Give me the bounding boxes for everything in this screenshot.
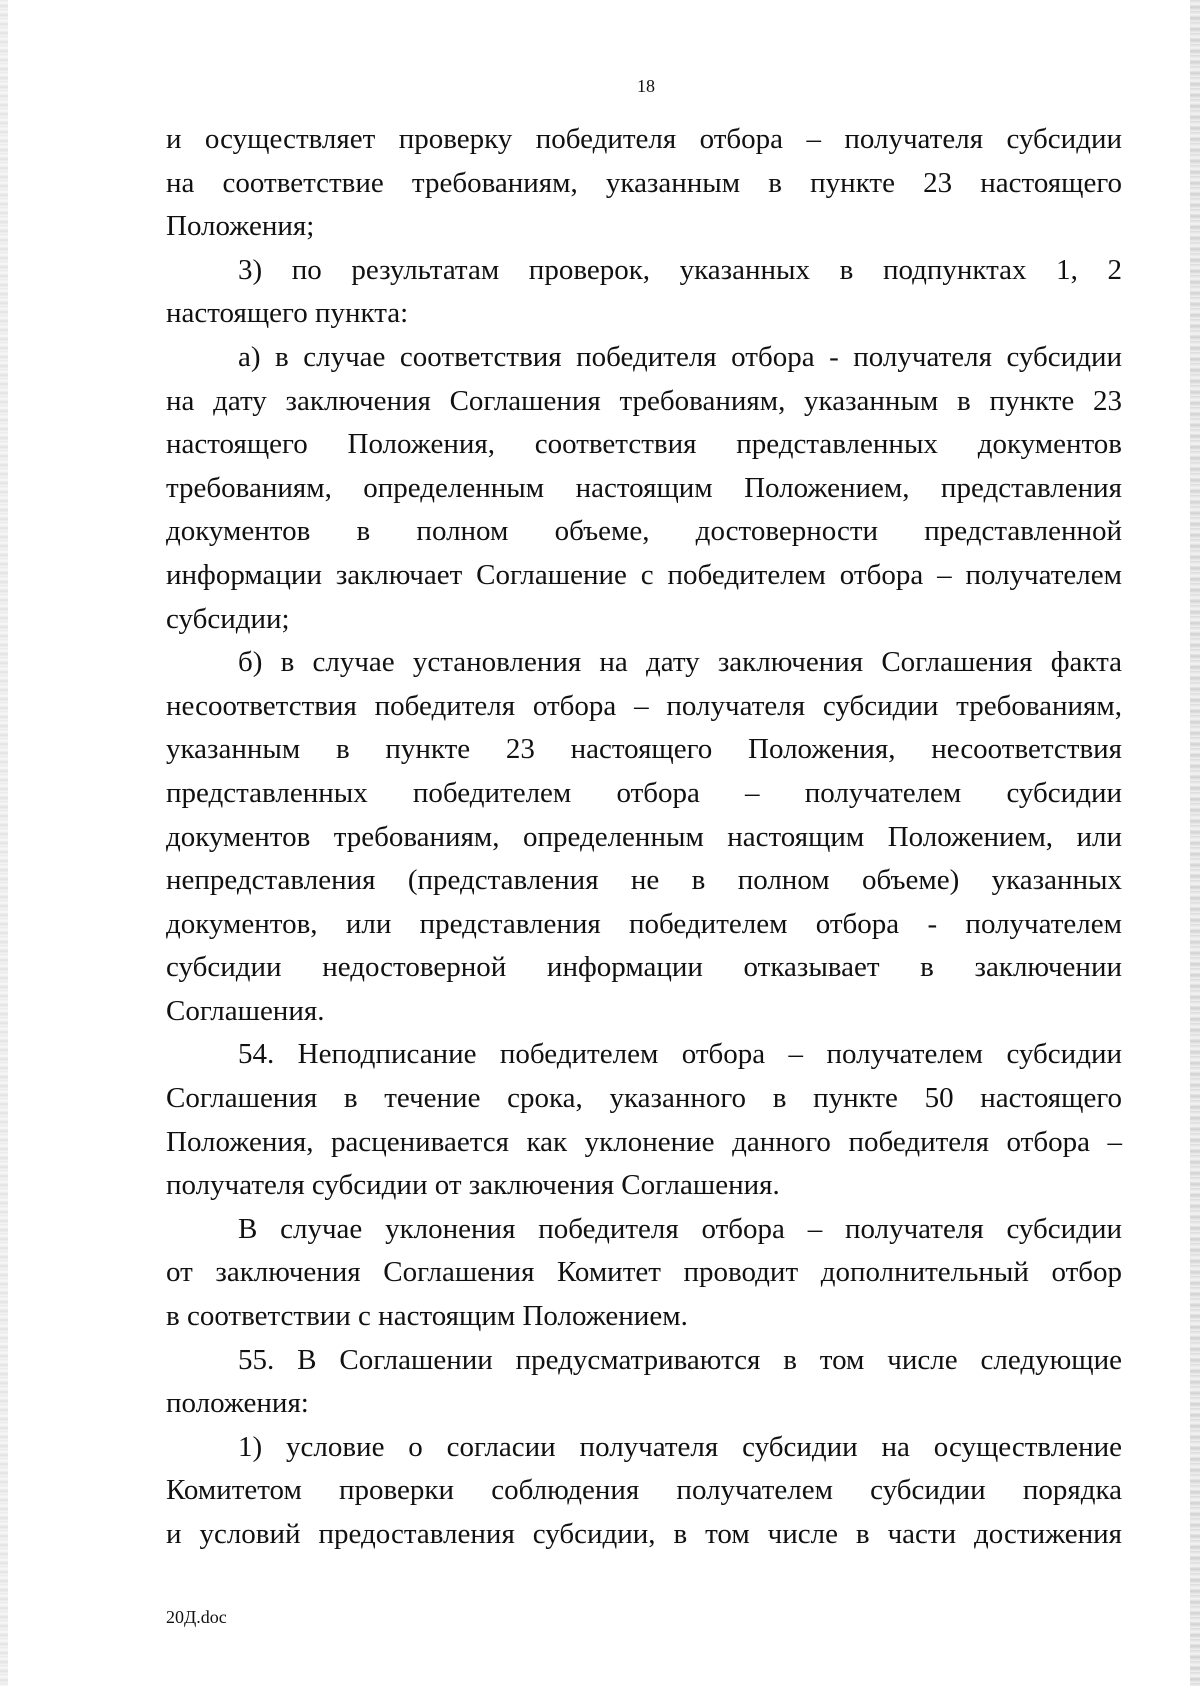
text-line: требованиям, определенным настоящим Положением, представления <box>166 471 1122 504</box>
text-line: на дату заключения Соглашения требованиям, указанным в пункте 23 <box>166 384 1122 417</box>
text-line: Соглашения в течение срока, указанного в пункте 50 настоящего <box>166 1082 1122 1115</box>
footer-filename: 20Д.doc <box>166 1607 227 1627</box>
text-line: от заключения Соглашения Комитет проводит дополнительный отбор <box>166 1256 1122 1289</box>
text-line: документов, или представления победителем отбора - получателем <box>166 907 1122 940</box>
text-line: настоящего пункта: <box>166 297 409 330</box>
text-line: субсидии; <box>166 602 290 635</box>
text-line: 54. Неподписание победителем отбора – получателем субсидии <box>238 1038 1122 1071</box>
text-line: получателя субсидии от заключения Соглашения. <box>166 1169 780 1202</box>
scan-edge-right <box>1190 0 1200 1686</box>
text-line: Комитетом проверки соблюдения получателем субсидии порядка <box>166 1474 1122 1507</box>
text-line: документов в полном объеме, достоверности представленной <box>166 515 1122 548</box>
text-line: и условий предоставления субсидии, в том числе в части достижения <box>166 1518 1122 1550</box>
text-line: непредставления (представления не в полном объеме) указанных <box>166 864 1122 897</box>
document-body <box>166 118 1122 1557</box>
text-line: Соглашения. <box>166 994 325 1027</box>
text-line: субсидии недостоверной информации отказывает в заключении <box>166 951 1122 984</box>
text-line: на соответствие требованиям, указанным в пункте 23 настоящего <box>166 166 1122 199</box>
text-line: и осуществляет проверку победителя отбора – получателя субсидии <box>166 123 1122 155</box>
scan-edge-left <box>0 0 8 1686</box>
text-line: в соответствии с настоящим Положением. <box>166 1300 688 1333</box>
text-line: б) в случае установления на дату заключения Соглашения факта <box>238 646 1122 679</box>
text-line: а) в случае соответствия победителя отбора - получателя субсидии <box>238 340 1122 373</box>
text-line: указанным в пункте 23 настоящего Положения, несоответствия <box>166 733 1122 766</box>
text-line: Положения, расценивается как уклонение данного победителя отбора – <box>166 1125 1122 1158</box>
text-line: настоящего Положения, соответствия представленных документов <box>166 428 1122 461</box>
text-line: Положения; <box>166 210 315 243</box>
text-line: информации заключает Соглашение с победителем отбора – получателем <box>166 558 1122 591</box>
text-line: представленных победителем отбора – получателем субсидии <box>166 776 1122 809</box>
text-line: 55. В Соглашении предусматриваются в том числе следующие <box>238 1343 1122 1376</box>
text-line: положения: <box>166 1387 309 1420</box>
text-line: 1) условие о согласии получателя субсидии на осуществление <box>238 1430 1122 1463</box>
text-line: 3) по результатам проверок, указанных в подпунктах 1, 2 <box>238 253 1122 286</box>
text-line: В случае уклонения победителя отбора – получателя субсидии <box>238 1212 1122 1245</box>
text-line: документов требованиям, определенным настоящим Положением, или <box>166 820 1122 853</box>
page-number: 18 <box>637 76 655 96</box>
text-line: несоответствия победителя отбора – получателя субсидии требованиям, <box>166 689 1122 722</box>
